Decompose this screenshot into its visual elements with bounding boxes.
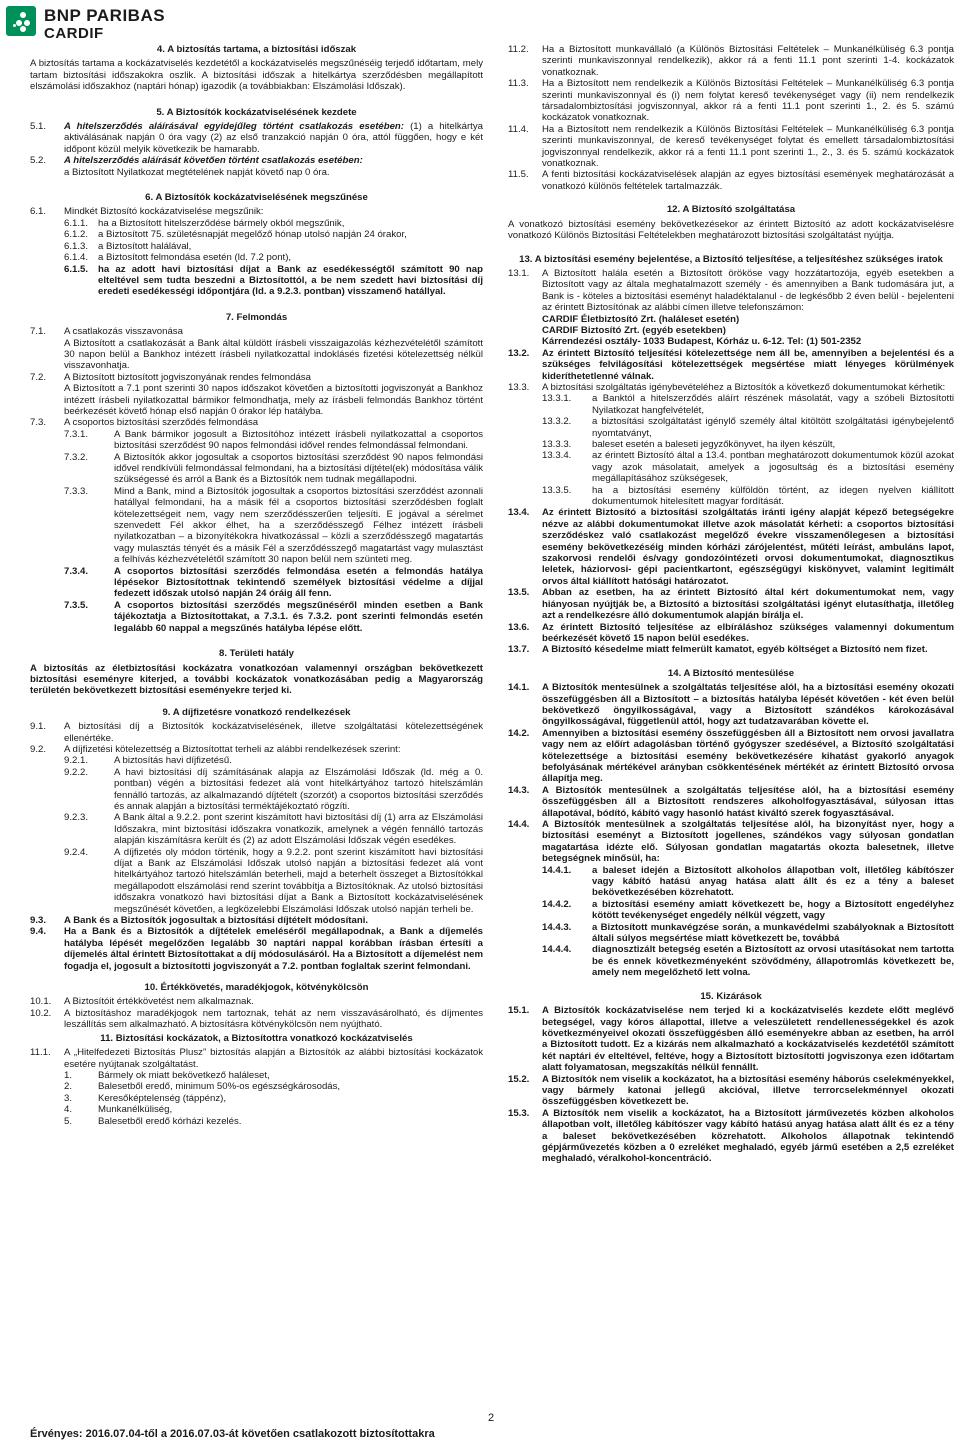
para-13-7: 13.7. A Biztosító késedelme miatt felmerült kamatot, egyéb költséget a Biztosító nem fizet. xyxy=(508,644,928,656)
bnp-cardif-logo xyxy=(6,6,176,44)
list-item: 13.3.4. az érintett Biztosító által a 13.4. pontban meghatározott dokumentumok közül azokat vagy azok másolatait, amelyek a jogosultság és a biztosítási esemény megállapításához szükségesek, xyxy=(542,450,954,485)
para-6-1: 6.1. Mindkét Biztosító kockázatviselése megszűnik: xyxy=(30,206,264,218)
para-13-2: 13.2. Az érintett Biztosító teljesítési kötelezettsége nem áll be, amennyiben a bejelentési és a szükséges felvilágosítási kötelezettségek megsértése miatt lényeges körülmények kideríthetetlenné válnak. xyxy=(508,347,954,382)
para-14-4: 14.4. A Biztosítók mentesülnek a szolgáltatás teljesítése alól, ha bizonyítást nyer, hogy a biztosítási eseményt a Biztosított jogellenes, szándékos vagy súlyosan gondatlan magatartása idézte elő. Súlyosan gondatlan magatartás okozta balesetnek, illetve betegségnek minősül, ha: xyxy=(508,819,954,865)
para-11-2: 11.2. Ha a Biztosított munkavállaló (a Különös Biztosítási Feltételek – Munkanélküliség 6.3 pontja szerinti munkaviszonnyal rendelkezik), akkor rá a fenti 11.1 pont szerinti 1-4. kockázatok vonatkoznak. xyxy=(508,44,954,78)
list-item: 9.2.3. A Bank által a 9.2.2. pont szerint kiszámított havi biztosítási díj (1) arra az Elszámolási Időszakra, mint biztosítási időszakra vonatkozik, amelynek a végén fennálló tartozás alapján kiszámításra került és (2) az adott Elszámolási Időszak végén esedékes. xyxy=(64,812,483,847)
list-item: 6.1.1. ha a Biztosított hitelszerződése bármely okból megszűnik, xyxy=(64,217,345,229)
list-item: 9.2.4. A díjfizetés oly módon történik, hogy a 9.2.2. pont szerint kiszámított havi biztosítási díjat a Bank az Elszámolási Időszak utolsó napján a biztosítási fedezet alá vont hitelkártyához tartozó hitelszámlán beterheli, majd a beterhelt összeget a Biztosítókkal megállapodott elszámolási rend szerint továbbítja a Biztosítóknak. Az utolsó biztosítási időszakra vonatkozó havi biztosítási díjat a Bank a Biztosított kockázatviselésének megszűnését követően, a legközelebbi Elszámolási Időszak utolsó napján terheli be. xyxy=(64,846,483,915)
para-5-1: 5.1. A hitelszerződés aláírásával egyidejűleg történt csatlakozás esetében: (1) a hitelkártya aktiválásának napján 0 óra vagy (2) az első tranzakció napján 0 óra, attól függően, hogy e két időpont közül melyik következik be hamarabb. xyxy=(30,121,483,155)
list-item: 6.1.4. a Biztosított felmondása esetén (ld. 7.2 pont), xyxy=(64,252,292,264)
para-9-2: 9.2. A díjfizetési kötelezettség a Biztosítottat terheli az alábbi rendelkezések szerint: xyxy=(30,743,401,755)
list-item: 14.4.3. a Biztosított munkavégzése során, a munkavédelmi szabályoknak a Biztosított általi súlyos megsértése miatt következett be, továbbá xyxy=(542,921,954,945)
para-14-3: 14.3. A Biztosítók mentesülnek a szolgáltatás teljesítése alól, ha a biztosítási esemény összefüggésben áll a Biztosított rendszeres alkoholfogyasztásával, súlyosan ittas állapotával, bódító, kábító vagy hasonló hatást kiváltó szerek fogyasztásával. xyxy=(508,784,954,819)
para-9-1: 9.1. A biztosítási díj a Biztosítók kockázatviselésének, illetve szolgáltatási kötelezettségének ellenértéke. xyxy=(30,721,483,744)
list-item: 7.3.5. A csoportos biztosítási szerződés megszűnéséről minden esetben a Bank tájékoztatja a Biztosítottakat, a 7.3.1. és 7.3.2. pont szerinti felmondás esetén legalább 60 nappal a megszűnés hatályba lépése előtt. xyxy=(64,599,483,634)
para-7-2: 7.2. A Biztosított biztosított jogviszonyának rendes felmondása xyxy=(30,371,311,383)
logo-brand: BNP PARIBAS xyxy=(44,6,166,25)
section-12-text: A vonatkozó biztosítási esemény bekövetkezésekor az érintett Biztosító az adott kockázatviselésre vonatkozó Különös Biztosítási Feltételekben meghatározott biztosítási szolgáltatást nyújtja. xyxy=(508,218,954,242)
section-4-text: A biztosítás tartama a kockázatviselés kezdetétől a kockázatviselés megszűnéséig terjedő időtartam, mely tartam biztosítási időszakokra oszlik. A biztosítási időszak a hitelkártya szerződésben megállapított elszámolási időszakhoz (naptári hónap) igazodik (a továbbiakban: Elszámolási Időszak). xyxy=(30,58,483,93)
para-7-1: 7.1. A csatlakozás visszavonása xyxy=(30,326,183,338)
list-item: 9.2.1. A biztosítás havi díjfizetésű. xyxy=(64,755,232,767)
para-13-1: 13.1. A Biztosított halála esetén a Biztosított örököse vagy hozzátartozója, egyéb esetekben a Biztosított vagy az általa meghatalmazott személy - és amennyiben a Bank tudomására jut, a Bank is - köteles a biztosítási eseményt haladéktalanul - de legkésőbb 2 éven belül - bejelenteni az érintett Biztosítónak az alábbi címen illetve telefonszámon: CARDIF Életbiztosító Zrt. (haláleset esetén) CARDIF Biztosító Zrt. (egyéb esetekben) Kárrendezési osztály- 1033 Budapest, Kórház u. 6-12. Tel: (1) 501-2352 xyxy=(508,267,954,348)
list-item: 9.2.2. A havi biztosítási díj számításának alapja az Elszámolási Időszak (ld. még a 0. pontban) végén a biztosítási fedezet alá vont hitelkártyához tartozó hitelszámlán fennálló tartozás, az alkalmazandó díjtételt (szorzót) a csoportos biztosítási szerződés és annak alapján a biztosítási terméktájékoztató rögzíti. xyxy=(64,766,483,812)
para-14-1: 14.1. A Biztosítók mentesülnek a szolgáltatás teljesítése alól, ha a biztosítási esemény okozati összefüggésben áll a Biztosított – a biztosítás hatályba lépését követően - két éven belül bekövetkező öngyilkosságával, vagy a Biztosított szándékos károkozásával öngyilkosságával, függetlenül attól, hogy azt tudatzavarában követte el. xyxy=(508,682,954,728)
para-15-3: 15.3. A Biztosítók nem viselik a kockázatot, ha a Biztosított járművezetés közben alkoholos állapotban volt, illetőleg kábítószer vagy kábító hatású anyag hatása alatt állt és ez a tény a baleset bekövetkezésében közrehatott. Alkoholos állapotnak tekintendő gépjárművezetés közben a 0 ezreléket meghaladó, egyéb jármű esetében a 2,5 ezreléket meghaladó, véralkohol-koncentráció. xyxy=(508,1107,954,1165)
list-item: 6.1.2. a Biztosított 75. születésnapját megelőző hónap utolsó napján 24 órakor, xyxy=(64,229,407,241)
list-item: 1. Bármely ok miatt bekövetkező haláleset, xyxy=(64,1069,270,1081)
section-7-title: 7. Felmondás xyxy=(225,311,288,323)
list-item: 7.3.1. A Bank bármikor jogosult a Biztosítóhoz intézett írásbeli nyilatkozattal a csoportos biztosítási szerződést 90 napos felmondási idővel rendes felmondással felmondani. xyxy=(64,428,483,452)
para-9-3: 9.3. A Bank és a Biztosítók jogosultak a biztosítási díjtételt módosítani. xyxy=(30,915,369,927)
list-9-2 xyxy=(30,755,483,915)
para-13-5: 13.5. Abban az esetben, ha az érintett Biztosító által kért dokumentumokat nem, vagy hiányosan nyújtják be, a Biztosító a biztosítási szolgáltatási igényt elutasíthatja, illetőleg azt a rendelkezésre álló dokumentumok alapján bírálja el. xyxy=(508,587,954,622)
list-item: 4. Munkanélküliség, xyxy=(64,1104,173,1116)
para-10-1: 10.1. A Biztosítóit értékkövetést nem alkalmaznak. xyxy=(30,996,254,1008)
para-11-3: 11.3. Ha a Biztosított nem rendelkezik a Különös Biztosítási Feltételek – Munkanélküliség 6.3 pontja szerinti munkaviszonnyal és (i) nem folytat kereső tevékenységet vagy (ii) nem rendelkezik társadalombiztosítási jogviszonnyal, akkor rá a fenti 11.1 pont szerinti 1., 2. és 5. számú kockázatok vonatkoznak. xyxy=(508,78,954,124)
para-13-4: 13.4. Az érintett Biztosító a biztosítási szolgáltatás iránti igény alapját képező betegségekre nézve az alábbi dokumentumokat illetve azok másolatát kérheti: a csoportos biztosítási szerződéskez való csatlakozást megelőző évekre visszamenőlegesen a biztosítási esemény bekövetkezéséig minden kórházi zárójelentést, műtéti leírást, ambuláns lapot, szakorvosi rendelői és/vagy gondozóintézeti orvosi dokumentumokat, diagnosztikus leletek, háziorvosi- gépi pacientkartont, egészségügyi kiskönyvet, valamint legitimált orvos által kiállított hatósági határozatot. xyxy=(508,507,954,587)
list-item: 2. Balesetből eredő, minimum 50%-os egészségkárosodás, xyxy=(64,1081,341,1093)
section-9-title: 9. A díjfizetésre vonatkozó rendelkezések xyxy=(162,706,351,718)
list-6-1 xyxy=(30,218,483,298)
para-7-2-text: A Biztosított a 7.1 pont szerinti 30 napos időszakot követően a biztosítotti jogviszonyát a Bankhoz intézett írásbeli nyilatkozattal bármikor felmondhatja, mely az írásbeli felmondás Bankhoz történt beérkezését követő hónap első napján 0 órakor lép hatályba. xyxy=(64,383,483,417)
bnp-star-icon xyxy=(6,6,36,36)
section-8-title: 8. Területi hatály xyxy=(219,648,294,660)
list-item: 13.3.3. baleset esetén a baleseti jegyzőkönyvet, ha ilyen készült, xyxy=(542,439,836,450)
list-7-3 xyxy=(30,429,483,634)
section-10-title: 10. Értékkövetés, maradékjogok, kötvénykölcsön xyxy=(144,982,369,994)
para-11-5: 11.5. A fenti biztosítási kockázatviselések alapján az egyes biztosítási események meghatározását a vonatkozó különös feltételek tartalmazzák. xyxy=(508,169,954,192)
list-11-1 xyxy=(30,1070,483,1127)
section-12-title: 12. A Biztosító szolgáltatása xyxy=(666,204,796,216)
para-15-1: 15.1. A Biztosítók kockázatviselése nem terjed ki a kockázatviselés kezdete előtt meglévő betegségel, vagy kóros állapottal, illetve a veleszületett rendellenességekkel és azok következményeivel okozati összefüggésben álló eseményekre abban az esetben, ha arról a Biztosított tudott. Ez a kizárás nem alkalmazható a kockázatviselés kezdetétől számított két naptári év elteltével, feltéve, hogy a Biztosított biztosítotti jogviszonya ezen időtartam alatt folyamatosan, megszakítás nélkül fennállt. xyxy=(508,1005,954,1074)
list-item: 14.4.4. diagnosztizált betegség esetén a Biztosított az orvosi utasításokat nem tartotta be és ennek következményeként szövődmény, állapotromlás következett be, amely nem megelőzhető lett volna. xyxy=(542,944,954,979)
list-item: 7.3.4. A csoportos biztosítási szerződés felmondása esetén a felmondás hatálya lépésekor Biztosítottnak tekintendő személyek biztosítási védelme a díjjal fedezett időszak utolsó napján 24 óráig áll fenn. xyxy=(64,565,483,600)
para-14-2: 14.2. Amennyiben a biztosítási esemény összefüggésben áll a Biztosított nem orvosi javallatra vagy nem az előírt adagolásban történő gyógyszer szedésével, a Biztosító szolgáltatási kötelezettsége a biztosítási esemény bekövetkezésére kihatást gyakorló anyagok befolyásának mértékével arányban csökkentésének mértékét az érintett Biztosító orvosa állapítja meg. xyxy=(508,727,954,785)
para-9-4: 9.4. Ha a Bank és a Biztosítók a díjtételek emeléséről megállapodnak, a Bank a díjemelés hatályba lépését megelőzően legalább 30 naptári nappal korábban írásban értesíti a díjemelés által érintett Biztosítottakat a díj módosulásáról. Ha a Biztosított a díjemelést nem fogadja el, jogosult a biztosítotti jogviszonyát a 7.2. pontban foglaltak szerint felmondani. xyxy=(30,926,483,972)
logo-sub: CARDIF xyxy=(44,25,104,42)
left-column xyxy=(30,44,483,1127)
list-item: 3. Keresőképtelenség (táppénz), xyxy=(64,1092,226,1104)
footer-validity: Érvényes: 2016.07.04-től a 2016.07.03-át követően csatlakozott biztosítottakra xyxy=(30,1428,435,1440)
section-6-title: 6. A Biztosítók kockázatviselésének megszűnése xyxy=(145,192,368,204)
list-item: 13.3.2. a biztosítási szolgáltatást igénylő személy által kitöltött szolgáltatási igénybejelentő nyomtatványt, xyxy=(542,416,954,439)
list-item: 5. Balesetből eredő kórházi kezelés. xyxy=(64,1115,242,1127)
section-5-title: 5. A Biztosítók kockázatviselésének kezdete xyxy=(156,106,357,118)
list-item: 14.4.1. a baleset idején a Biztosított alkoholos állapotban volt, illetőleg kábítószer vagy kábító hatású anyag hatása alatt állt és ez a tény a baleset bekövetkezésében közrehatott. xyxy=(542,864,954,899)
para-7-3: 7.3. A csoportos biztosítási szerződés felmondása xyxy=(30,417,259,429)
list-item: 13.3.1. a Banktól a hitelszerződés aláírt részének másolatát, vagy a szóbeli Biztosítotti Nyilatkozat hangfelvételét, xyxy=(542,393,954,416)
section-14-title: 14. A Biztosító mentesülése xyxy=(667,667,795,679)
list-item: 6.1.5. ha az adott havi biztosítási díjat a Bank az esedékességtől számított 90 nap elteltével sem tudta beszedni a Biztosítottól, a be nem szedett havi biztosítási díj eredeti esedékességi időpontjára (ld. a 9.2.3. pontban) visszamenő hatállyal. xyxy=(64,263,483,298)
section-8-text: A biztosítás az életbiztosítási kockázatra vonatkozóan valamennyi országban bekövetkezett biztosítási eseményre kiterjed, a további kockázatok vonatkozásában pedig a Magyarország területén bekövetkezett biztosítási eseményekre terjed ki. xyxy=(30,662,483,697)
list-item: 6.1.3. a Biztosított halálával, xyxy=(64,240,192,252)
para-13-3: 13.3. A biztosítási szolgáltatás igénybevételéhez a Biztosítók a következő dokumentumokat kérhetik: xyxy=(508,381,946,393)
list-item: 14.4.2. a biztosítási esemény amiatt következett be, hogy a Biztosított engedélyhez kötött tevékenységet engedély nélkül végzett, vagy xyxy=(542,898,954,922)
para-13-6: 13.6. Az érintett Biztosító teljesítése az elbíráláshoz szükséges valamennyi dokumentum beérkezését követő 15 napon belül esedékes. xyxy=(508,621,954,644)
list-item: 7.3.3. Mind a Bank, mind a Biztosítók jogosultak a csoportos biztosítási szerződést azonnali hatállyal felmondani, ha a másik fél a csoportos biztosítási szerződésben foglalt kötelezettségeit nem, vagy nem szerződésszerűen teljesíti. E jogával a sérelmet szenvedett Fél akkor élhet, ha a szerződésszegő Félhez intézett írásbeli nyilatkozatban – a bizonyítékokra hivatkozással – közli a szerződésszegő magatartás vagy mulasztás tényét és a másik Fél a szerződésszegő magatartást vagy mulasztást a felhívás kézhezvételétől számított 30 napon belül nem szünteti meg. xyxy=(64,485,483,566)
section-15-title: 15. Kizárások xyxy=(700,990,762,1002)
para-11-4: 11.4. Ha a Biztosított nem rendelkezik a Különös Biztosítási Feltételek – Munkanélküliség 6.3 pontja szerinti munkaviszonnyal, de kereső tevékenységet folytat és emellett társadalombiztosítási jogviszonnyal rendelkezik, akkor rá a fenti 11.1 pont szerinti 1., 2., 3. és 5. számú kockázatok vonatkoznak. xyxy=(508,123,954,170)
section-4-title: 4. A biztosítás tartama, a biztosítási időszak xyxy=(156,44,357,55)
para-15-2: 15.2. A Biztosítók nem viselik a kockázatot, ha a biztosítási esemény háborús cselekményekkel, vagy bármely katonai jellegű akcióval, illetve terrorcselekménnyel okozati összefüggésben következett be. xyxy=(508,1073,954,1108)
para-11-1: 11.1. A „Hitelfedezeti Biztosítás Plusz” biztosítás alapján a Biztosítók az alábbi biztosítási kockázatok esetére nyújtanak szolgáltatást. xyxy=(30,1047,483,1070)
list-13-3 xyxy=(508,393,954,507)
section-13-title: 13. A biztosítási esemény bejelentése, a Biztosító teljesítése, a teljesítéshez szükséges iratok xyxy=(519,253,943,265)
list-14-4 xyxy=(508,865,954,979)
para-10-2: 10.2. A biztosításhoz maradékjogok nem tartoznak, tehát az nem visszavásárolható, és díjmentes leszállítás sem alkalmazható. A biztosításra kötvénykölcsön nem nyújtható. xyxy=(30,1007,483,1031)
para-7-1-text: A Biztosított a csatlakozását a Bank által küldött írásbeli visszaigazolás kézhezvételétől számított 30 napon belül a Bankhoz intézett írásbeli nyilatkozattal indoklásés fizetési kötelezettség nélkül visszavonhatja. xyxy=(64,337,483,372)
list-item: 7.3.2. A Biztosítók akkor jogosultak a csoportos biztosítási szerződést 90 napos felmondási idővel rendkívüli felmondással felmondani, ha a biztosítási díjtétel(ek) módosítása válik szükségessé és arról a Bank és a Biztosítók nem tudnak megállapodni. xyxy=(64,451,483,486)
page-number: 2 xyxy=(488,1412,495,1424)
right-column xyxy=(508,44,954,1165)
section-11-title: 11. Biztosítási kockázatok, a Biztosítottra vonatkozó kockázatviselés xyxy=(100,1032,413,1044)
para-5-2: 5.2. A hitelszerződés aláírását követően történt csatlakozás esetében: a Biztosított Nyilatkozat megtételének napját követő nap 0 óra. xyxy=(30,155,363,178)
list-item: 13.3.5. ha a biztosítási esemény külföldön történt, az idegen nyelven kiállított dokumentumok hitelesített magyar fordítását. xyxy=(542,484,954,508)
